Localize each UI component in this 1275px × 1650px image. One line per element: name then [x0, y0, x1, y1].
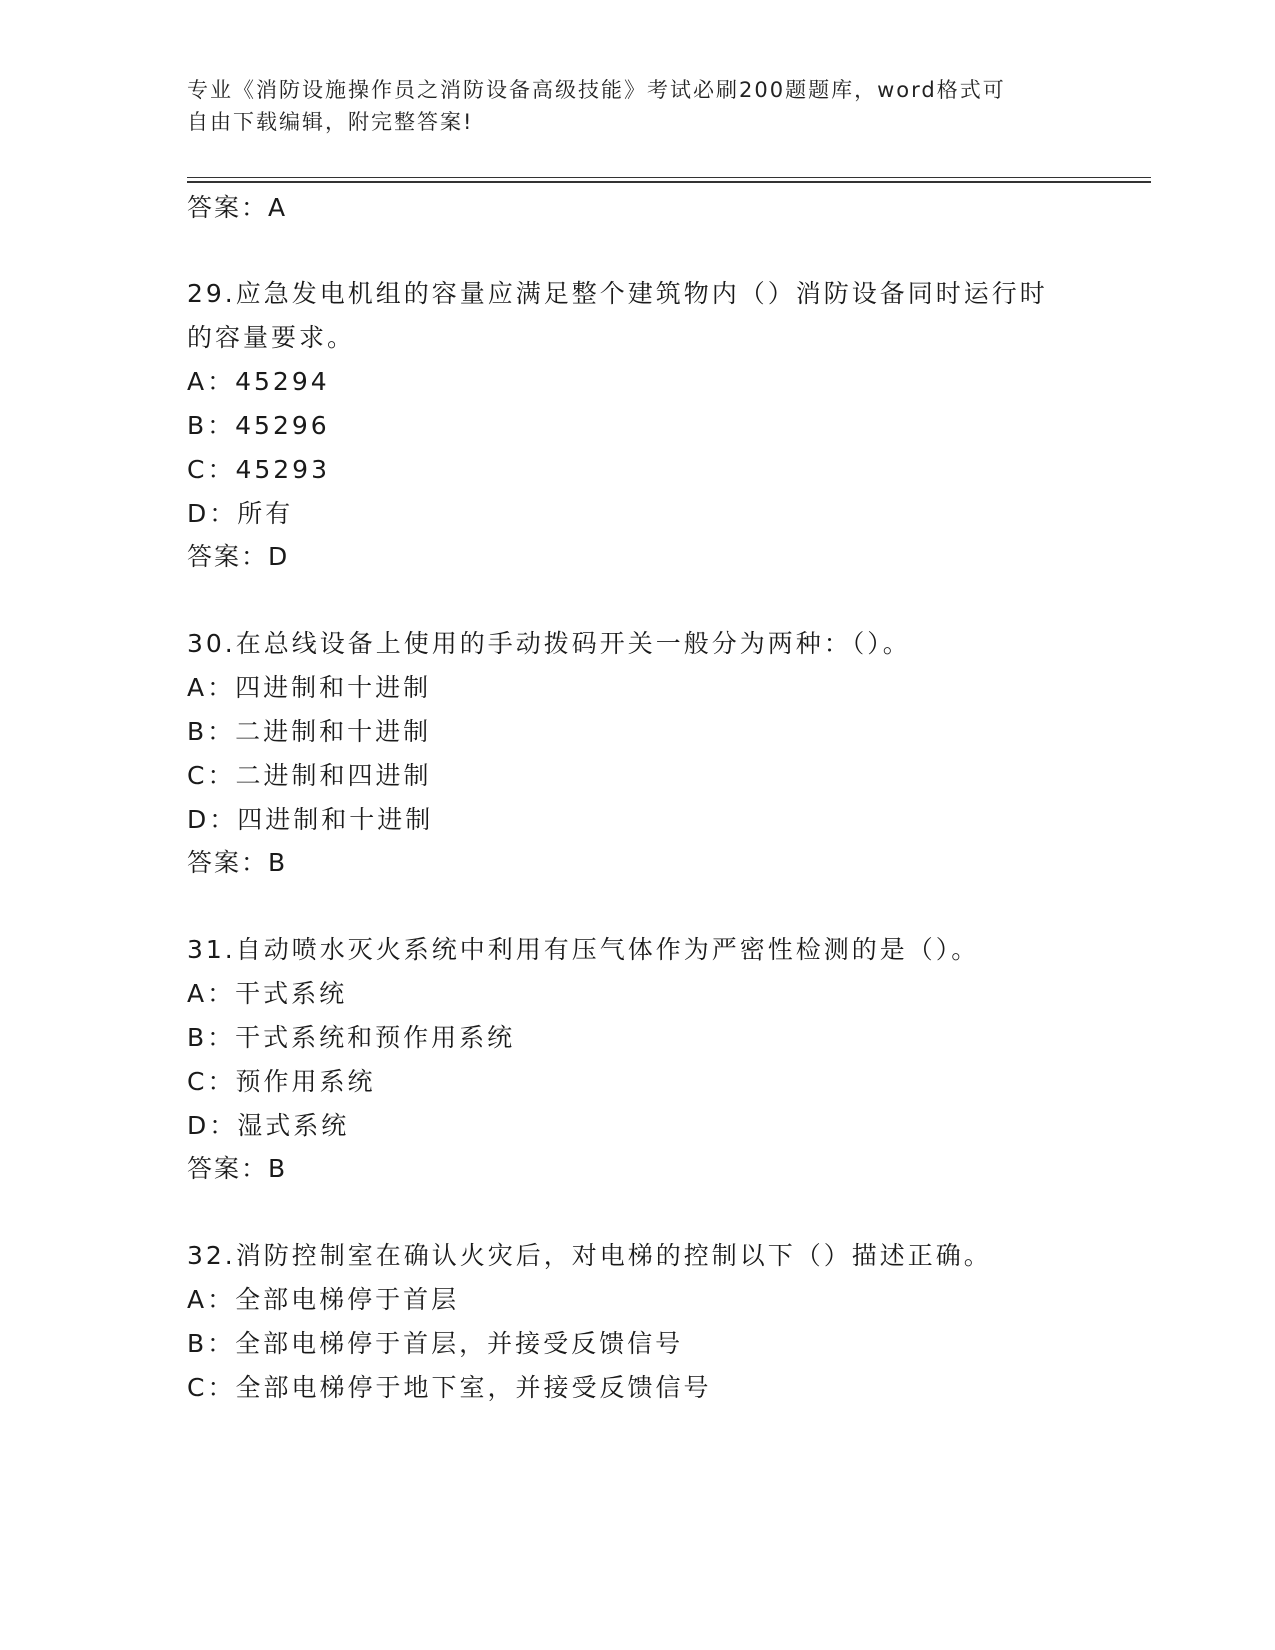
question-29-stem-line-2: 的容量要求。	[187, 323, 356, 352]
header-title-line-1: 专业《消防设施操作员之消防设备高级技能》考试必刷200题题库，word格式可	[187, 78, 1006, 102]
question-29-option-b: B：45296	[187, 411, 330, 440]
question-32-option-a: A：全部电梯停于首层	[187, 1285, 460, 1314]
previous-answer: 答案：A	[187, 193, 288, 222]
question-32-stem-line-1: 32.消防控制室在确认火灾后，对电梯的控制以下（）描述正确。	[187, 1241, 992, 1270]
header-divider-top	[187, 177, 1151, 178]
question-32-option-b: B：全部电梯停于首层，并接受反馈信号	[187, 1329, 684, 1358]
question-31-option-b: B：干式系统和预作用系统	[187, 1023, 516, 1052]
question-32-option-c: C：全部电梯停于地下室，并接受反馈信号	[187, 1373, 712, 1402]
question-30-stem-line-1: 30.在总线设备上使用的手动拨码开关一般分为两种：（）。	[187, 629, 911, 658]
question-31-option-d: D：湿式系统	[187, 1111, 350, 1140]
question-30-option-a: A：四进制和十进制	[187, 673, 432, 702]
question-29-option-a: A：45294	[187, 367, 330, 396]
question-31-answer: 答案：B	[187, 1154, 288, 1183]
header-divider-bottom	[187, 181, 1151, 183]
question-30-option-b: B：二进制和十进制	[187, 717, 432, 746]
question-31-option-a: A：干式系统	[187, 979, 348, 1008]
page-header	[187, 74, 1067, 138]
question-30-option-c: C：二进制和四进制	[187, 761, 432, 790]
header-title-line-2: 自由下载编辑，附完整答案!	[187, 110, 474, 134]
question-29-stem-line-1: 29.应急发电机组的容量应满足整个建筑物内（）消防设备同时运行时	[187, 279, 1048, 308]
question-29-option-c: C：45293	[187, 455, 330, 484]
question-29-option-d: D：所有	[187, 499, 294, 528]
question-31-stem-line-1: 31.自动喷水灭火系统中利用有压气体作为严密性检测的是（）。	[187, 935, 980, 964]
question-29-answer: 答案：D	[187, 542, 290, 571]
question-30-answer: 答案：B	[187, 848, 288, 877]
question-31-option-c: C：预作用系统	[187, 1067, 376, 1096]
question-30-option-d: D：四进制和十进制	[187, 805, 434, 834]
